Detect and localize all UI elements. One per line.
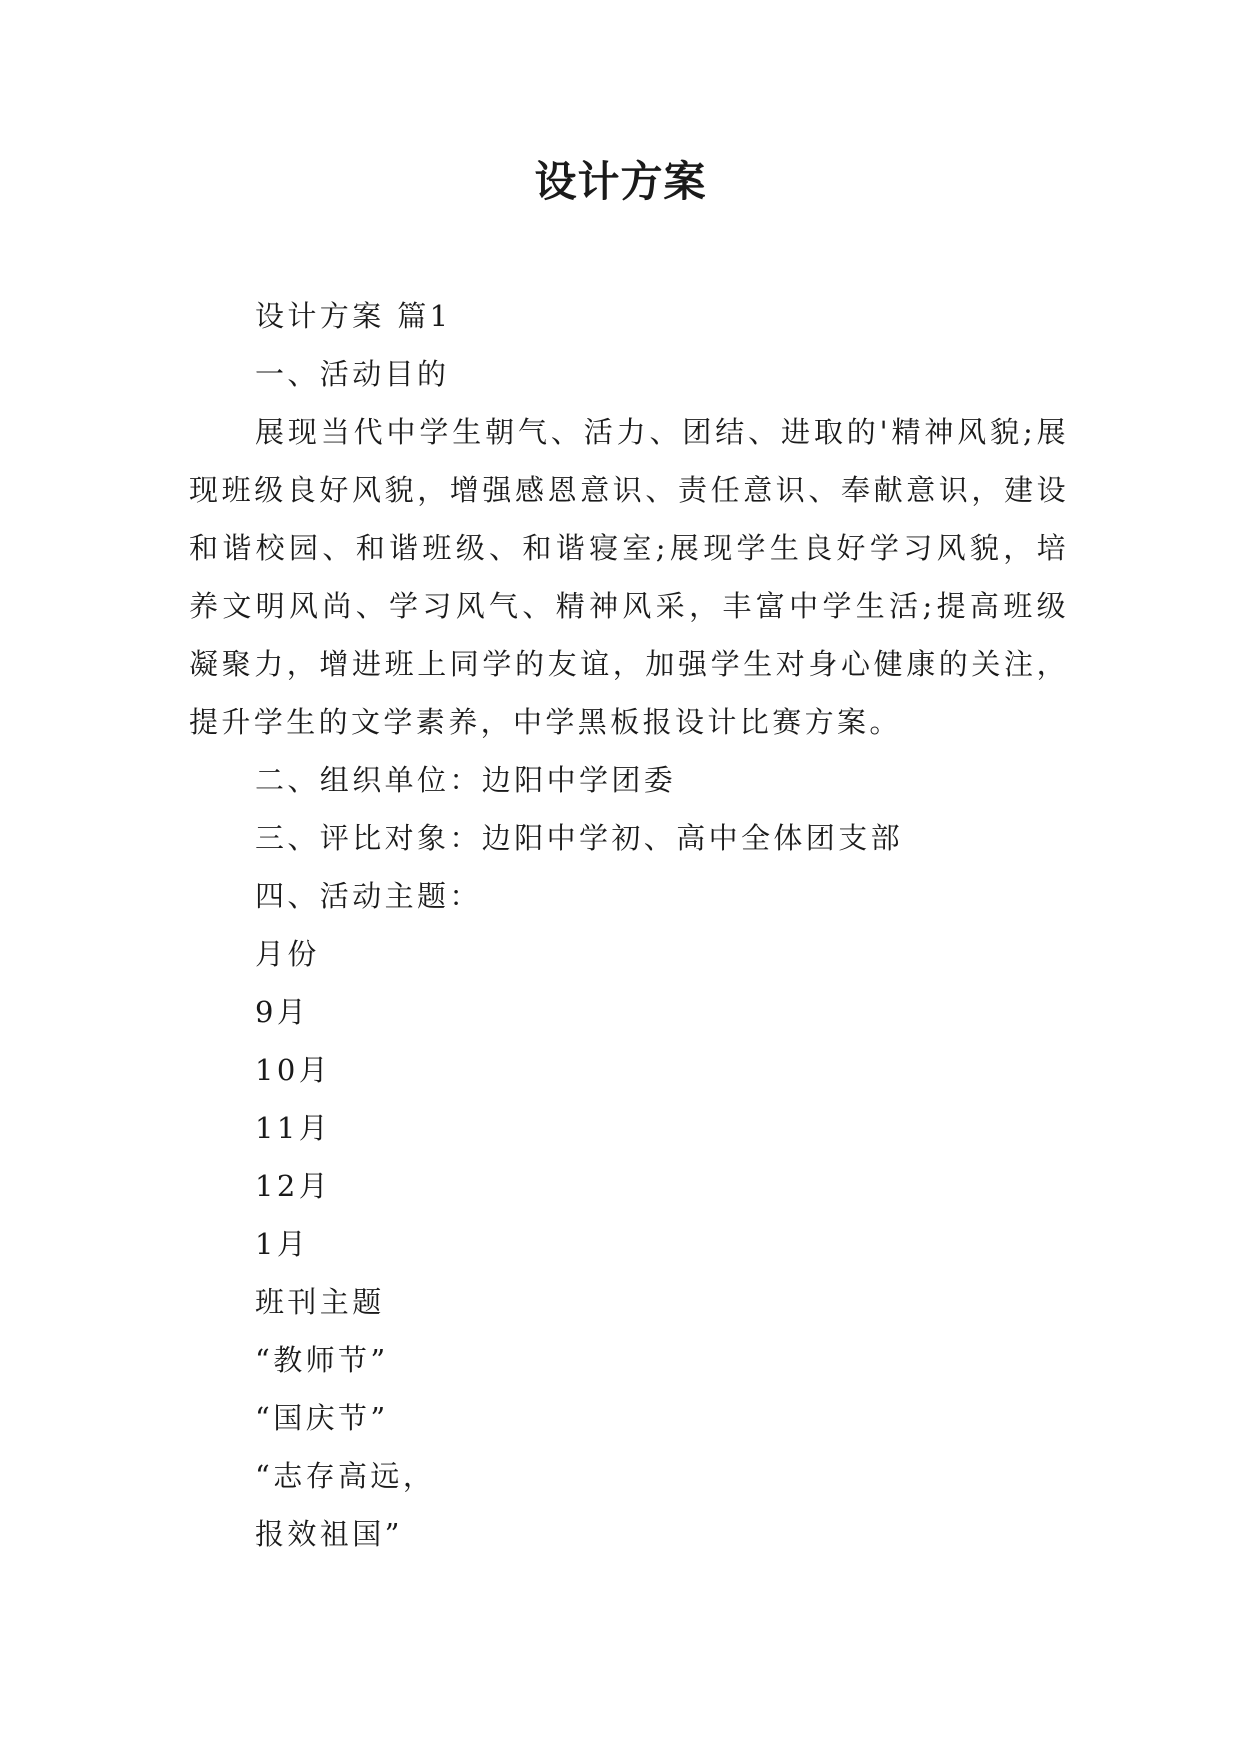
month-line: 10月	[255, 1053, 332, 1087]
theme-line: “国庆节”	[255, 1401, 389, 1435]
month-line: 1月	[255, 1227, 310, 1261]
document-body	[189, 287, 1069, 1563]
item1-heading: 一、活动目的	[255, 357, 450, 391]
theme-line: 报效祖国”	[255, 1517, 403, 1551]
item4-line: 四、活动主题：	[255, 879, 482, 913]
theme-line: “教师节”	[255, 1343, 389, 1377]
month-line: 11月	[255, 1111, 332, 1145]
section-heading: 设计方案 篇1	[255, 299, 452, 333]
item3-line: 三、评比对象：边阳中学初、高中全体团支部	[255, 821, 904, 855]
month-header: 月份	[255, 937, 320, 971]
theme-line: “志存高远，	[255, 1459, 436, 1493]
item2-line: 二、组织单位：边阳中学团委	[255, 763, 677, 797]
item1-paragraph: 展现当代中学生朝气、活力、团结、进取的'精神风貌;展现班级良好风貌，增强感恩意识、责任意识、奉献意识，建设和谐校园、和谐班级、和谐寝室;展现学生良好学习风貌，培养文明风尚、学习风气、精神风采，丰富中学生活;提高班级凝聚力，增进班上同学的友谊，加强学生对身心健康的关注，提升学生的文学素养，中学黑板报设计比赛方案。	[189, 415, 1069, 739]
document-title: 设计方案	[534, 157, 707, 206]
month-line: 9月	[255, 995, 310, 1029]
month-line: 12月	[255, 1169, 332, 1203]
theme-header: 班刊主题	[255, 1285, 385, 1319]
